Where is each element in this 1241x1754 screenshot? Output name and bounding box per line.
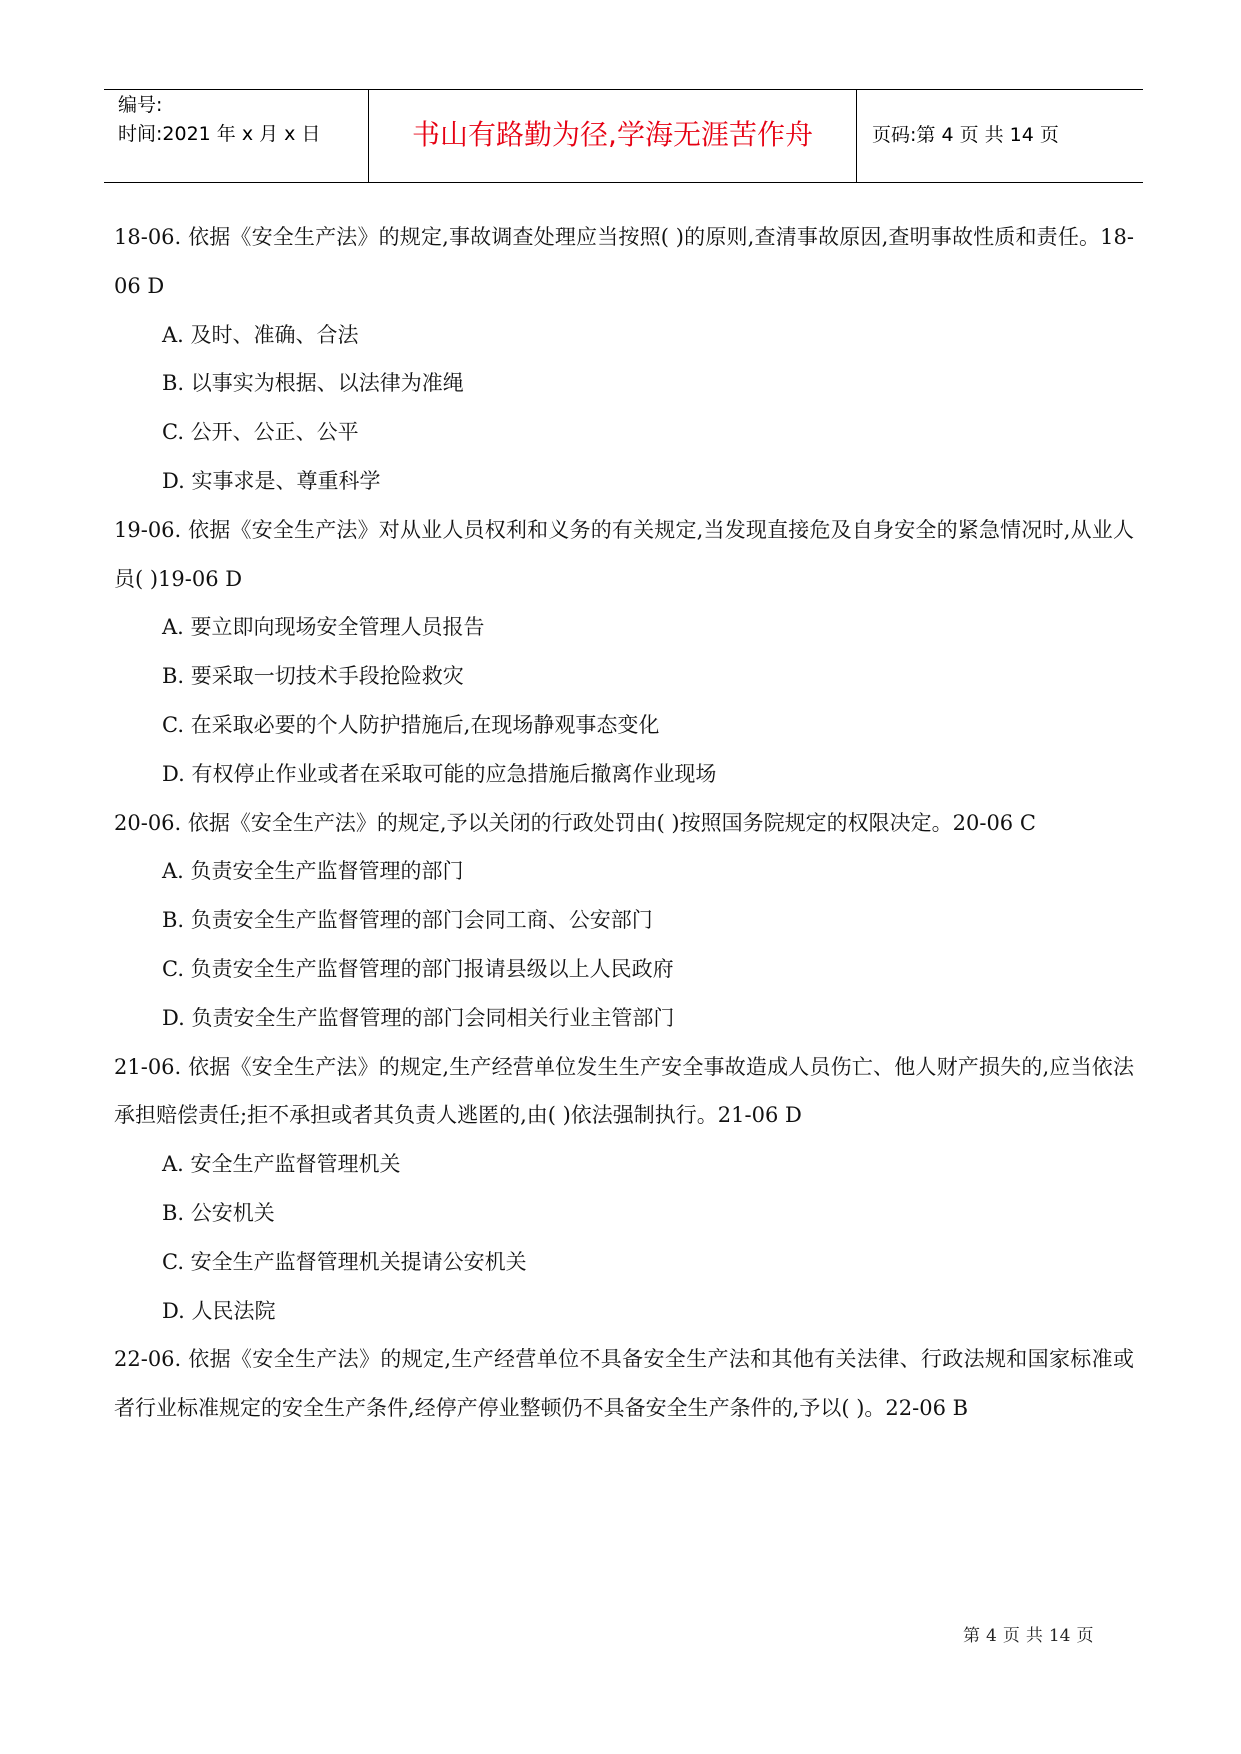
header-number-label: 编号: [118, 94, 163, 116]
footer-page-mid: 页 [1002, 1626, 1020, 1646]
question-list [114, 213, 1134, 1433]
header-divider-right [856, 89, 857, 183]
option-d: D. 有权停止作业或者在采取可能的应急措施后撤离作业现场 [162, 761, 717, 786]
option-a: A. 安全生产监督管理机关 [162, 1152, 401, 1177]
option-c: C. 公开、公正、公平 [162, 420, 359, 445]
option-b: B. 以事实为根据、以法律为准绳 [162, 371, 464, 396]
footer-page-suffix: 页 [1076, 1626, 1094, 1646]
header-motto: 书山有路勤为径,学海无涯苦作舟 [412, 118, 813, 151]
question-block [114, 799, 1134, 1043]
option-a: A. 及时、准确、合法 [162, 322, 359, 347]
footer-page-current: 4 [986, 1626, 997, 1646]
option-c: C. 负责安全生产监督管理的部门报请县级以上人民政府 [162, 956, 674, 981]
question-block [114, 506, 1134, 799]
question-block [114, 1335, 1134, 1433]
page-footer [960, 1621, 1096, 1646]
option-b: B. 公安机关 [162, 1200, 275, 1225]
question-text: 19-06. 依据《安全生产法》对从业人员权利和义务的有关规定,当发现直接危及自身安全的紧急情况时,从业人员( )19-06 D [114, 517, 1134, 591]
header-page-code: 页码:第 4 页 共 14 页 [872, 124, 1059, 146]
header-meta [118, 91, 364, 149]
question-text: 21-06. 依据《安全生产法》的规定,生产经营单位发生生产安全事故造成人员伤亡、他人财产损失的,应当依法承担赔偿责任;拒不承担或者其负责人逃匿的,由( )依法强制执行。21-06 D [114, 1054, 1134, 1128]
footer-page-prefix: 第 [963, 1626, 980, 1646]
header-bottom-rule [104, 182, 1143, 183]
option-c: C. 安全生产监督管理机关提请公安机关 [162, 1249, 527, 1274]
footer-page-total: 14 [1048, 1626, 1071, 1646]
question-block [114, 1043, 1134, 1336]
footer-total-prefix: 共 [1025, 1626, 1043, 1646]
option-a: A. 负责安全生产监督管理的部门 [162, 859, 464, 884]
question-text: 22-06. 依据《安全生产法》的规定,生产经营单位不具备安全生产法和其他有关法律、行政法规和国家标准或者行业标准规定的安全生产条件,经停产停业整顿仍不具备安全生产条件的,予以( )。22-06 B [114, 1347, 1134, 1421]
option-d: D. 人民法院 [162, 1298, 276, 1323]
option-d: D. 负责安全生产监督管理的部门会同相关行业主管部门 [162, 1005, 675, 1030]
question-block [114, 213, 1134, 506]
option-c: C. 在采取必要的个人防护措施后,在现场静观事态变化 [162, 712, 660, 737]
header-top-rule [104, 89, 1143, 90]
option-b: B. 要采取一切技术手段抢险救灾 [162, 664, 464, 689]
option-d: D. 实事求是、尊重科学 [162, 468, 381, 493]
question-text: 18-06. 依据《安全生产法》的规定,事故调查处理应当按照( )的原则,查清事故原因,查明事故性质和责任。18-06 D [114, 225, 1134, 298]
page-header [104, 89, 1143, 183]
header-time-label: 时间:2021 年 x 月 x 日 [118, 123, 321, 145]
option-b: B. 负责安全生产监督管理的部门会同工商、公安部门 [162, 908, 653, 933]
option-a: A. 要立即向现场安全管理人员报告 [162, 615, 485, 640]
question-text: 20-06. 依据《安全生产法》的规定,予以关闭的行政处罚由( )按照国务院规定的权限决定。20-06 C [114, 810, 1036, 835]
